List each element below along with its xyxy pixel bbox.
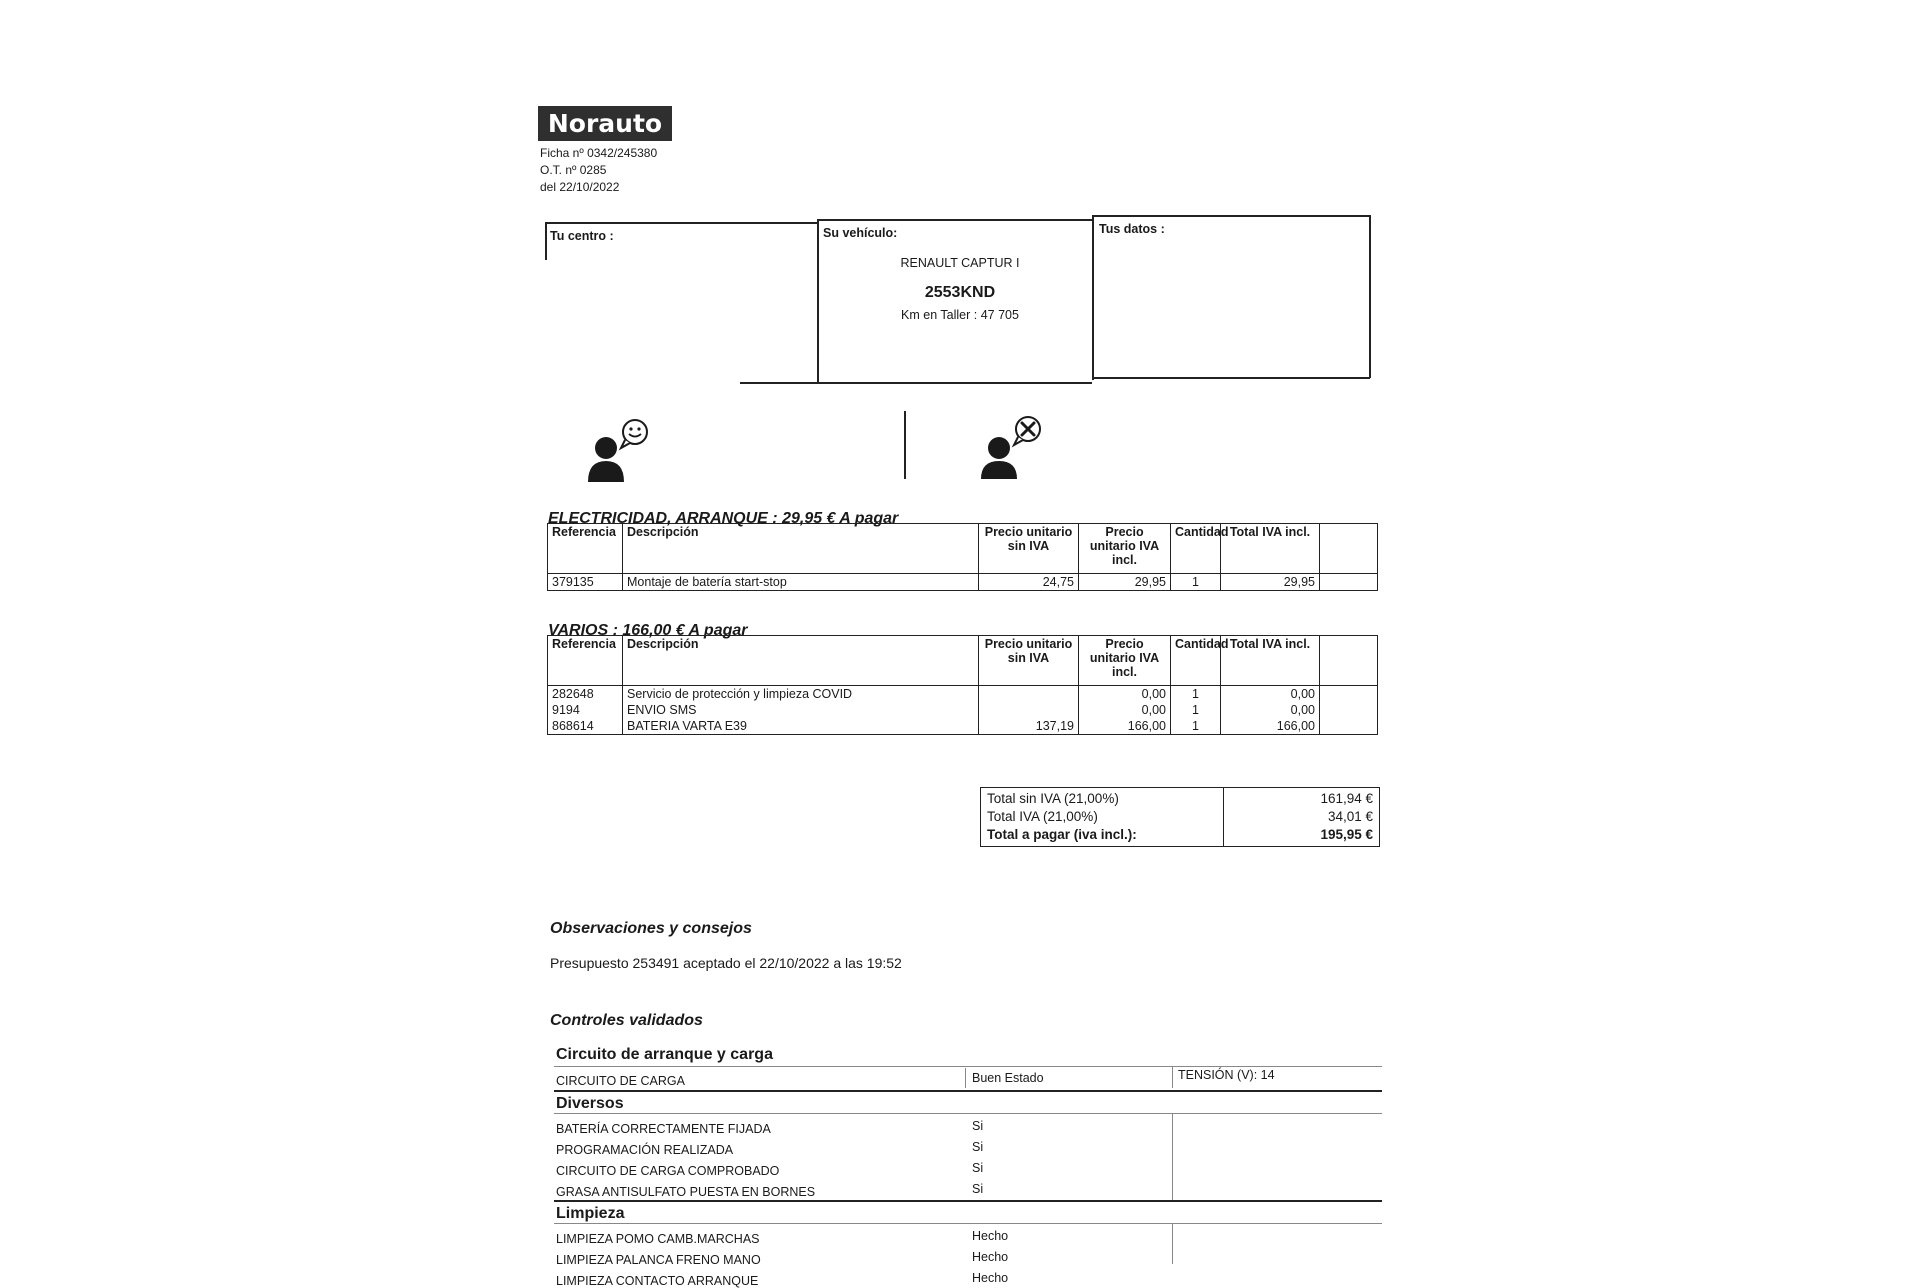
row-desc: ENVIO SMS <box>623 702 979 718</box>
col-header-empty <box>1320 636 1378 686</box>
row-ref: 9194 <box>548 702 623 718</box>
ctrl-divider <box>1172 1224 1173 1264</box>
ctrl-group-title: Diversos <box>556 1095 624 1112</box>
total-sin-iva-label: Total sin IVA (21,00%) <box>987 791 1119 806</box>
col-header-empty <box>1320 524 1378 574</box>
row-cant: 1 <box>1171 686 1221 703</box>
ctrl-value: Hecho <box>972 1229 1009 1243</box>
ctrl-divider <box>554 1200 1382 1202</box>
row-empty <box>1320 702 1378 718</box>
ctrl-item: LIMPIEZA CONTACTO ARRANQUE <box>556 1274 759 1288</box>
ctrl-extra: TENSIÓN (V): 14 <box>1178 1068 1275 1082</box>
col-header: Descripción <box>623 524 979 574</box>
col-header: Precio unitario sin IVA <box>979 636 1079 686</box>
vehiculo-label: Su vehículo: <box>823 226 898 240</box>
row-sin-iva <box>979 702 1079 718</box>
document-date: del 22/10/2022 <box>540 180 620 194</box>
row-desc: Montaje de batería start-stop <box>623 574 979 591</box>
box-line <box>817 219 819 382</box>
table-row <box>548 686 1378 703</box>
row-con-iva: 166,00 <box>1079 718 1171 735</box>
total-pagar-label: Total a pagar (iva incl.): <box>987 827 1137 842</box>
row-sin-iva: 24,75 <box>979 574 1079 591</box>
col-header: Referencia <box>548 636 623 686</box>
row-cant: 1 <box>1171 574 1221 591</box>
total-iva-value: 34,01 € <box>1327 809 1373 824</box>
vehicle-km: Km en Taller : 47 705 <box>901 308 1019 322</box>
ctrl-group-title: Limpieza <box>556 1205 625 1222</box>
person-smile-icon <box>585 418 655 482</box>
row-ref: 282648 <box>548 686 623 703</box>
ctrl-divider <box>1172 1066 1173 1088</box>
col-header: Total IVA incl. <box>1221 636 1320 686</box>
centro-label: Tu centro : <box>550 229 614 243</box>
ctrl-divider <box>554 1090 1382 1092</box>
person-wrench-icon <box>978 415 1048 479</box>
license-plate: 2553KND <box>924 284 996 301</box>
row-con-iva: 0,00 <box>1079 702 1171 718</box>
observaciones-title: Observaciones y consejos <box>550 920 752 937</box>
section-title-varios: VARIOS : 166,00 € A pagar <box>548 622 748 639</box>
row-empty <box>1320 574 1378 591</box>
ctrl-item: GRASA ANTISULFATO PUESTA EN BORNES <box>556 1185 816 1199</box>
box-line <box>545 222 547 260</box>
ctrl-value: Si <box>972 1140 984 1154</box>
row-desc: Servicio de protección y limpieza COVID <box>623 686 979 703</box>
ctrl-value: Si <box>972 1182 984 1196</box>
table-row <box>548 574 1378 591</box>
ctrl-item: PROGRAMACIÓN REALIZADA <box>556 1143 734 1157</box>
row-total: 0,00 <box>1221 686 1320 703</box>
row-desc: BATERIA VARTA E39 <box>623 718 979 735</box>
items-table-varios <box>547 635 1378 735</box>
box-line <box>1092 377 1370 379</box>
row-empty <box>1320 718 1378 735</box>
row-total: 0,00 <box>1221 702 1320 718</box>
ctrl-divider <box>554 1223 1382 1224</box>
table-row <box>548 718 1378 735</box>
datos-label: Tus datos : <box>1099 222 1165 236</box>
col-header: Referencia <box>548 524 623 574</box>
row-ref: 379135 <box>548 574 623 591</box>
ctrl-divider <box>965 1068 966 1088</box>
box-line <box>1092 215 1370 217</box>
icon-divider <box>904 411 906 479</box>
col-header: Total IVA incl. <box>1221 524 1320 574</box>
ctrl-item: BATERÍA CORRECTAMENTE FIJADA <box>556 1122 771 1136</box>
col-header: Precio unitario IVA incl. <box>1079 524 1171 574</box>
section-title-electricidad: ELECTRICIDAD, ARRANQUE : 29,95 € A pagar <box>548 510 899 527</box>
row-sin-iva <box>979 686 1079 703</box>
col-header: Precio unitario IVA incl. <box>1079 636 1171 686</box>
box-line <box>817 219 1092 221</box>
row-con-iva: 0,00 <box>1079 686 1171 703</box>
ctrl-value: Si <box>972 1119 984 1133</box>
ctrl-divider <box>554 1113 1382 1114</box>
col-header: Cantidad <box>1171 524 1221 574</box>
ctrl-item: LIMPIEZA POMO CAMB.MARCHAS <box>556 1232 760 1246</box>
ctrl-item: CIRCUITO DE CARGA COMPROBADO <box>556 1164 780 1178</box>
row-cant: 1 <box>1171 702 1221 718</box>
ctrl-divider <box>554 1066 1382 1067</box>
box-line <box>545 222 817 224</box>
row-con-iva: 29,95 <box>1079 574 1171 591</box>
ctrl-group-title: Circuito de arranque y carga <box>556 1046 773 1063</box>
controles-title: Controles validados <box>550 1012 703 1029</box>
box-line <box>740 382 1092 384</box>
ctrl-item: CIRCUITO DE CARGA <box>556 1074 685 1088</box>
row-empty <box>1320 686 1378 703</box>
ctrl-divider <box>1172 1114 1173 1200</box>
total-iva-label: Total IVA (21,00%) <box>987 809 1098 824</box>
row-ref: 868614 <box>548 718 623 735</box>
ctrl-value: Hecho <box>972 1271 1009 1285</box>
ctrl-value: Hecho <box>972 1250 1009 1264</box>
row-total: 166,00 <box>1221 718 1320 735</box>
ficha-number: Ficha nº 0342/245380 <box>540 146 658 160</box>
ot-number: O.T. nº 0285 <box>540 163 607 177</box>
box-line <box>1369 215 1371 378</box>
col-header: Cantidad <box>1171 636 1221 686</box>
totals-table <box>980 787 1380 847</box>
table-row <box>548 702 1378 718</box>
total-pagar-value: 195,95 € <box>1320 827 1373 842</box>
ctrl-value: Buen Estado <box>972 1071 1044 1085</box>
vehicle-model: RENAULT CAPTUR I <box>900 256 1020 270</box>
observaciones-text: Presupuesto 253491 aceptado el 22/10/2022 a las 19:52 <box>550 955 902 971</box>
row-cant: 1 <box>1171 718 1221 735</box>
norauto-logo: Norauto <box>538 106 672 141</box>
col-header: Descripción <box>623 636 979 686</box>
ctrl-value: Si <box>972 1161 984 1175</box>
row-total: 29,95 <box>1221 574 1320 591</box>
items-table-electricidad <box>547 523 1378 591</box>
row-sin-iva: 137,19 <box>979 718 1079 735</box>
col-header: Precio unitario sin IVA <box>979 524 1079 574</box>
ctrl-item: LIMPIEZA PALANCA FRENO MANO <box>556 1253 761 1267</box>
total-sin-iva-value: 161,94 € <box>1320 791 1373 806</box>
